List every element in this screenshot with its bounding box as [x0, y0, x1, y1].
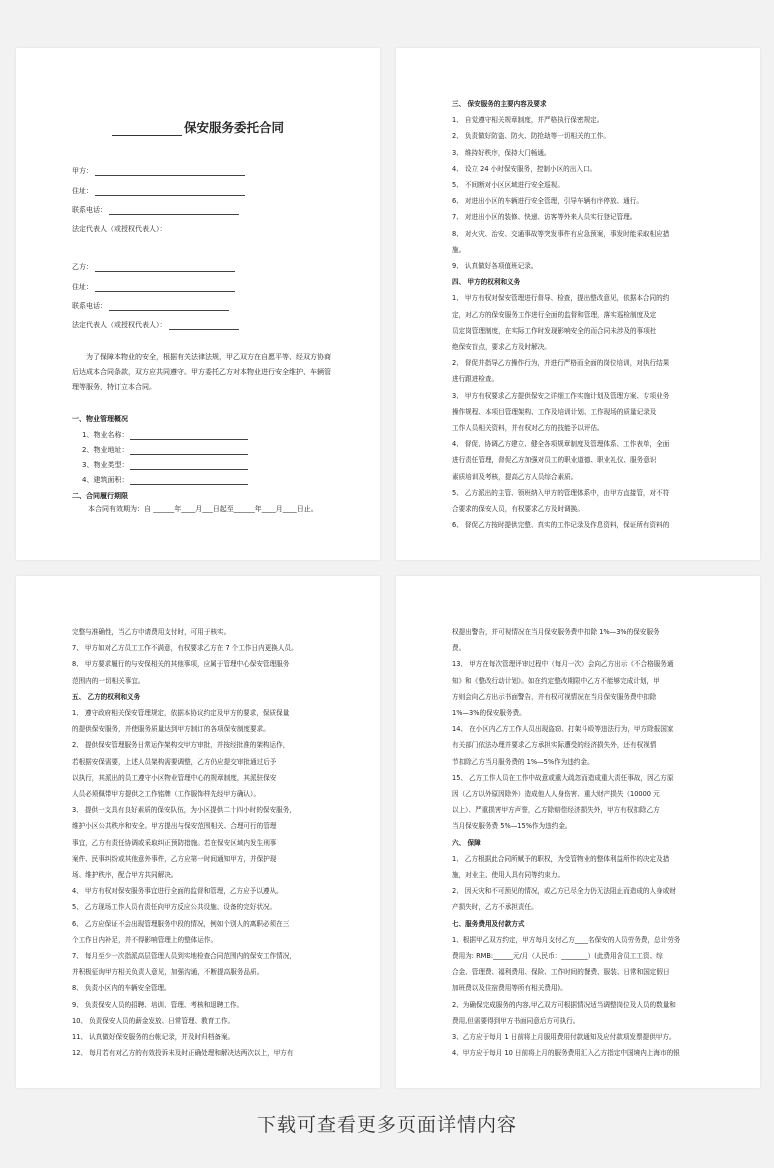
text-line: 1、 自觉遵守相关规章制度，并严格执行保密规定。 [452, 116, 604, 125]
text-line: 14、 在小区内乙方工作人员出现盗窃、打架斗殴等违法行为，甲方除报国家 [452, 725, 674, 734]
section-1-title: 一、物业管理概况 [72, 415, 128, 423]
text-line: 三、 保安服务的主要内容及要求 [452, 100, 547, 108]
text-line: 素质培训及考核，提高乙方人员综合素质。 [452, 472, 578, 481]
party-a-address-field: 住址： [72, 186, 245, 196]
document-page-1 [16, 48, 380, 560]
text-line: 五、 乙方的权利和义务 [72, 692, 141, 701]
text-line: 2、 提供保安管理服务日常运作架构交甲方审批，并按经批准的架构运作， [72, 741, 290, 750]
text-line: 费。 [452, 644, 466, 653]
text-line: 2、为确保完成服务的内容,甲乙双方可根据情况适当调整岗位及人员的数量和 [452, 1000, 676, 1009]
page-3-text [72, 624, 298, 1061]
text-line: 5、 乙方派出的主管、领班纳入甲方的管理体系中，由甲方直接管，对不符 [452, 488, 670, 497]
text-line: 费用为: RMB:______元/月（人民币：________）(此费用含员工工资、综 [452, 952, 663, 961]
text-line: 3、 甲方有权要求乙方提供保安之详细工作实施计划及管理方案、专项业务 [452, 391, 670, 400]
building-area-field: 4、建筑面积： [82, 475, 248, 485]
text-line: 6、 乙方应保证不会出现管理服务中段的情况，例如个别人的离职必须在三 [72, 919, 290, 928]
text-line: 11、 认真做好保安服务的台帐记录，并及时归档备案。 [72, 1033, 235, 1042]
text-line: 6、 对进出小区的车辆进行安全管理，引导车辆有序停放、通行。 [452, 197, 643, 206]
page-4-text [452, 624, 680, 1061]
party-b-representative-field: 法定代表人（或授权代表人）： [72, 320, 239, 330]
text-line: 8、 负责小区内的车辆安全管理。 [72, 984, 171, 993]
text-line: 8、 甲方要求履行的与安保相关的其他事项，应属于管理中心保安管理服务 [72, 660, 290, 669]
text-line: 1%—3%的保安服务费。 [452, 709, 526, 718]
text-line: 有关部门依法办理并要求乙方承担实际遭受的经济损失外，还有权视情 [452, 741, 657, 750]
text-line: 施。 [452, 245, 466, 254]
text-line: 5、 不间断对小区区域进行安全巡视。 [452, 181, 564, 190]
text-line: 员定岗管理制度，在实际工作时发现影响安全的而合同未涉及的事项杜 [452, 326, 657, 335]
text-line: 4、甲方应于每月 10 日前将上月的服务费用汇入乙方指定中国境内上海市的银 [452, 1049, 680, 1058]
text-line: 节扣除乙方当月服务费的 1%—5%作为违约金。 [452, 757, 594, 766]
property-address-field: 2、物业地址： [82, 445, 248, 455]
page-2-text [452, 96, 669, 533]
text-line: 绝保安盲点，要求乙方及时解决。 [452, 343, 551, 352]
text-line: 8、 对火灾、治安、交通事故等突发事件有应急预案，事发时能采取相应措 [452, 229, 670, 238]
text-line: 进行责任管理，督促乙方加强对员工的职业道德、职业礼仪、服务意识 [452, 456, 657, 465]
text-line: 操作规程、本项目管理架构、工作及培训计划、工作现场的质量记录及 [452, 407, 657, 416]
contract-title: 保安服务委托合同 [16, 118, 380, 136]
text-line: 人员必须佩带甲方提供之工作铭牌（工作服饰样先经甲方确认）。 [72, 790, 260, 799]
party-a-name-field: 甲方： [72, 166, 245, 176]
text-line: 1、 遵守政府相关保安管理规定，依据本协议约定及甲方的要求，保质保量 [72, 709, 290, 718]
text-line: 六、 保障 [452, 838, 481, 847]
party-b-name-field: 乙方： [72, 262, 235, 272]
text-line: 4、 督促、协调乙方建立、健全各项规章制度及管理体系、工作表单，全面 [452, 440, 670, 449]
text-line: 15、 乙方工作人员在工作中故意或重大疏忽而造成重大责任事故，因乙方原 [452, 773, 674, 782]
text-line: 9、 负责保安人员的招聘、培训、管理、考核和退聘工作。 [72, 1000, 244, 1009]
text-line: 4、 甲方有权对保安服务事宜进行全面的监督和管理，乙方应予以遵从。 [72, 887, 283, 896]
text-line: 场、维护秩序，配合甲方共同解决。 [72, 871, 178, 880]
text-line: 施，对业主、使用人具有同等约束力。 [452, 871, 565, 880]
text-line: 案件、民事纠纷或其他意外事件，乙方应第一时间通知甲方，并保护现 [72, 854, 277, 863]
text-line: 事宜，乙方有责任协调或采取纠正预防措施。若在保安区域内发生刑事 [72, 838, 277, 847]
text-line: 2、 因天灾和不可预见的情况，或乙方已尽全力仍无法阻止而造成的人身或财 [452, 887, 676, 896]
text-line: 方则会向乙方出示书面警告，并有权可视情况在当月保安服务费中扣除 [452, 692, 657, 701]
party-b-address-field: 住址： [72, 282, 235, 292]
text-line: 知》和《整改行动计划》。如在约定整改期限中乙方不能够完成计划，甲 [452, 676, 660, 685]
text-line: 定，对乙方的保安服务工作进行全面的监督和管理，落实巡检制度及定 [452, 310, 657, 319]
text-line: 个工作日内补足，并不得影响管理上的整体运作。 [72, 935, 218, 944]
text-line: 9、 认真做好各项值班记录。 [452, 262, 538, 271]
contract-period-text: 本合同有效期为：自 ______年____月___日起至______年____月____日止。 [88, 505, 318, 513]
text-line: 以执行，其派出的员工遵守小区物业管理中心的规章制度，其派驻保安 [72, 773, 277, 782]
text-line: 并积极征询甲方相关负责人意见，加强沟通，不断提高服务品质。 [72, 968, 264, 977]
text-line: 1、 乙方根据此合同所赋予的职权，为受管物业的整体利益所作的决定及措 [452, 854, 670, 863]
text-line: 3、 提供一支具有良好素质的保安队伍，为小区提供二十四小时的保安服务， [72, 806, 296, 815]
text-line: 7、 每月至少一次指派高层管理人员到实地检查合同范围内的保安工作情况， [72, 952, 296, 961]
intro-paragraph: 为了保障本物业的安全，根据有关法律法规，甲乙双方在自愿平等、经双方协商后达成本合同条款，双方应共同遵守。甲方委托乙方对本物业进行安全维护、车辆管理等服务，特订立本合同。 [72, 353, 331, 391]
party-a-representative-field: 法定代表人（或授权代表人）： [72, 225, 167, 233]
text-line: 1、 甲方有权对保安管理进行督导、检查，提出整改意见，依据本合同的约 [452, 294, 670, 303]
text-line: 维护小区公共秩序和安全。甲方提出与保安范围相关、合理可行的管理 [72, 822, 277, 831]
party-b-phone-field: 联系电话： [72, 301, 229, 311]
text-line: 13、 甲方在每次管理评审过程中（每月一次）会向乙方出示《不合格服务通 [452, 660, 674, 669]
text-line: 范围内的一切相关事宜。 [72, 676, 145, 685]
section-2-title: 二、合同履行期限 [72, 492, 128, 500]
text-line: 3、乙方应于每月 1 日前将上月服用费用付款通知及应付款项发票提供甲方。 [452, 1033, 676, 1042]
download-more-caption: 下载可查看更多页面详情内容 [256, 1114, 517, 1136]
text-line: 当月保安服务费 5%—15%作为违约金。 [452, 822, 572, 831]
document-page-4 [396, 576, 760, 1088]
text-line: 的提供保安服务，并使服务质量达到甲方制订的各项保安制度要求。 [72, 725, 270, 734]
text-line: 10、 负责保安人员的薪金发放、日常管理、教育工作。 [72, 1016, 235, 1025]
text-line: 费用,但需要得到甲方书面同意后方可执行。 [452, 1016, 580, 1025]
text-line: 七、服务费用及付款方式 [452, 919, 525, 928]
text-line: 2、 督促并指导乙方操作行为，并进行严格而全面的岗位培训，对执行结果 [452, 359, 670, 368]
text-line: 3、 维持好秩序，保持大门畅通。 [452, 148, 551, 157]
document-page-3 [16, 576, 380, 1088]
text-line: 2、 负责做好防盗、防火、防抢劫等一切相关的工作。 [452, 132, 610, 141]
text-line: 四、 甲方的权利和义务 [452, 278, 521, 287]
party-a-phone-field: 联系电话： [72, 205, 239, 215]
text-line: 合金、管理费、福利费用、保险、工作时间的餐费、服装、日常和国定假日 [452, 968, 670, 977]
text-line: 因（乙方以外原因除外）造成他人人身伤害、重大财产损失（10000 元 [452, 790, 660, 799]
property-name-field: 1、物业名称： [82, 430, 248, 440]
text-line: 权提出警告，并可视情况在当月保安服务费中扣除 1%—3%的保安服务 [452, 628, 660, 636]
text-line: 5、 乙方现场工作人员有责任向甲方反应公共设施、设备的完好状况。 [72, 903, 277, 912]
text-line: 完整与准确性，当乙方申请费用支付时，可用于核实。 [72, 628, 231, 636]
text-line: 若根据安保需要，上述人员架构需要调整，乙方仍应提交审批通过后予 [72, 757, 277, 766]
text-line: 7、 对进出小区的装修、快递、访客等外来人员实行登记管理。 [452, 213, 637, 222]
title-blank-line [112, 125, 182, 136]
text-line: 工作人员相关资料，并有权对乙方的技能予以评估。 [452, 424, 604, 433]
document-page-2 [396, 48, 760, 560]
text-line: 合要求的保安人员，有权要求乙方及时调换。 [452, 505, 584, 514]
text-line: 1、根据甲乙双方约定，甲方每月支付乙方____名保安的人员劳务费，总计劳务 [452, 935, 681, 944]
text-line: 12、 每月若有对乙方的有效投诉未及时正确处理和解决达两次以上，甲方有 [72, 1049, 294, 1058]
text-line: 以上）、严重损害甲方声誉，乙方除赔偿经济损失外，甲方有权扣除乙方 [452, 806, 660, 815]
property-type-field: 3、物业类型： [82, 460, 248, 470]
text-line: 产损失时，乙方不承担责任。 [452, 903, 538, 912]
text-line: 6、 督促乙方按时提供完整、真实的工作记录及作息资料，保证所有资料的 [452, 521, 670, 530]
text-line: 加班费以及住宿费用等所有相关费用)。 [452, 984, 567, 993]
text-line: 7、 甲方如对乙方员工工作不满意，有权要求乙方在 7 个工作日内更换人员。 [72, 644, 298, 653]
text-line: 4、 设立 24 小时保安服务，控制小区的出入口。 [452, 164, 597, 173]
text-line: 进行跟进检查。 [452, 375, 499, 384]
